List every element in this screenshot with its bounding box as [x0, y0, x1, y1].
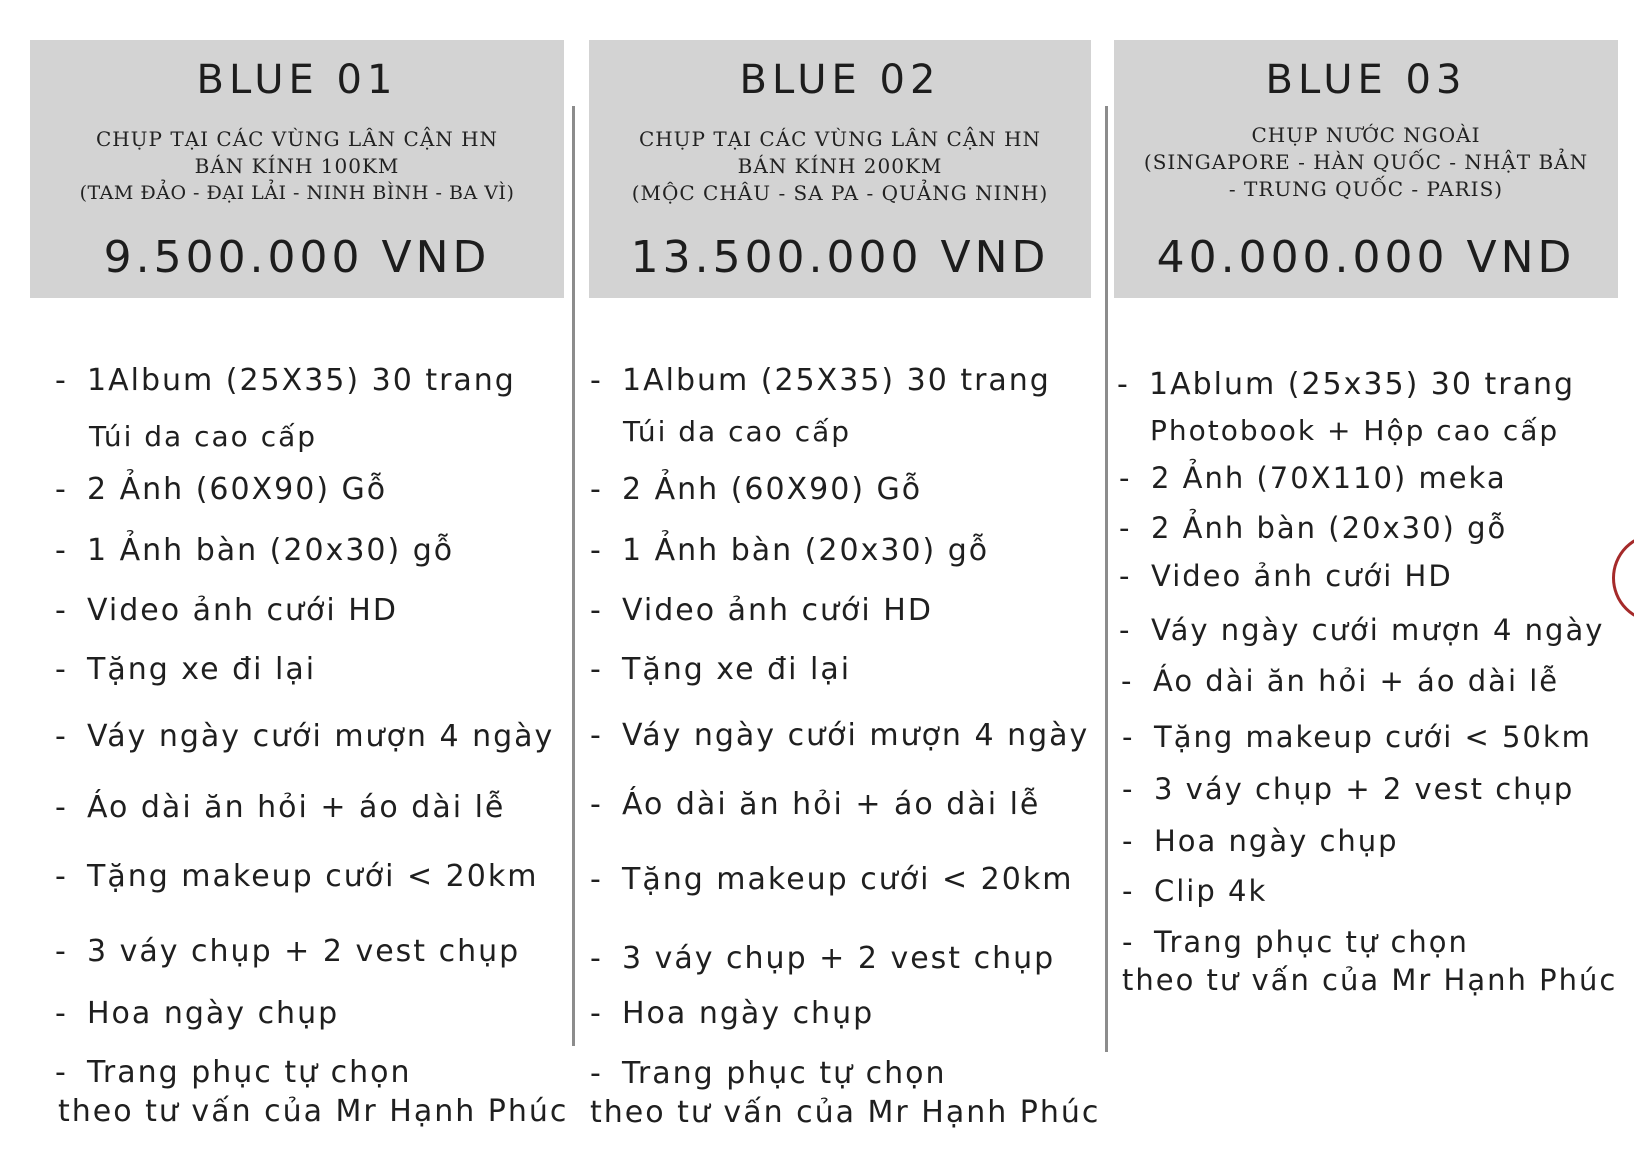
package-header-blue-01	[30, 40, 564, 298]
subtitle-line: CHỤP TẠI CÁC VÙNG LÂN CẬN HN	[95, 127, 499, 151]
subtitle-line: (MỘC CHÂU - SA PA - QUẢNG NINH)	[631, 181, 1049, 205]
feature-item: - Áo dài ăn hỏi + áo dài lễ	[590, 787, 1041, 822]
feature-item: - 3 váy chụp + 2 vest chụp	[55, 934, 521, 969]
feature-item: - Clip 4k	[1122, 874, 1268, 908]
feature-item: - 2 Ảnh bàn (20x30) gỗ	[1119, 511, 1508, 545]
package-title: BLUE 03	[1265, 57, 1467, 103]
feature-item: - Tặng makeup cưới < 50km	[1122, 720, 1592, 754]
subtitle-line: (SINGAPORE - HÀN QUỐC - NHẬT BẢN	[1143, 150, 1589, 174]
feature-item: - Váy ngày cưới mượn 4 ngày	[590, 718, 1090, 753]
feature-item: - Hoa ngày chụp	[55, 996, 340, 1031]
column-divider	[572, 106, 575, 1046]
package-price: 13.500.000 VND	[630, 232, 1050, 283]
feature-item: - Hoa ngày chụp	[1122, 824, 1399, 858]
feature-item: - 1Album (25X35) 30 trang	[590, 363, 1051, 398]
feature-item: - 1Album (25X35) 30 trang	[55, 363, 516, 398]
package-header-blue-03	[1114, 40, 1618, 298]
feature-item: - Video ảnh cưới HD	[1119, 559, 1453, 593]
package-title: BLUE 01	[196, 57, 398, 103]
feature-item: Photobook + Hộp cao cấp	[1150, 414, 1560, 447]
feature-item: - Hoa ngày chụp	[590, 996, 875, 1031]
feature-item: - 2 Ảnh (60X90) Gỗ	[55, 472, 388, 507]
column-divider	[1105, 106, 1108, 1052]
package-price: 9.500.000 VND	[103, 232, 491, 283]
package-title: BLUE 02	[739, 57, 941, 103]
feature-item: - Trang phục tự chọn	[590, 1056, 947, 1091]
feature-item: - Tặng makeup cưới < 20km	[590, 862, 1074, 897]
feature-item: - Áo dài ăn hỏi + áo dài lễ	[1121, 664, 1560, 698]
feature-item: - Trang phục tự chọn	[1122, 925, 1469, 959]
feature-item: Túi da cao cấp	[89, 420, 318, 453]
feature-item: theo tư vấn của Mr Hạnh Phúc	[58, 1094, 569, 1129]
subtitle-line: BÁN KÍNH 200KM	[737, 154, 943, 178]
feature-item: - Trang phục tự chọn	[55, 1055, 412, 1090]
package-price: 40.000.000 VND	[1156, 232, 1576, 283]
feature-item: theo tư vấn của Mr Hạnh Phúc	[590, 1095, 1101, 1130]
package-subtitle	[589, 126, 1091, 207]
subtitle-line: (TAM ĐẢO - ĐẠI LẢI - NINH BÌNH - BA VÌ)	[79, 182, 515, 204]
feature-item: - 3 váy chụp + 2 vest chụp	[590, 941, 1056, 976]
package-header-blue-02	[589, 40, 1091, 298]
feature-item: - 1 Ảnh bàn (20x30) gỗ	[55, 533, 455, 568]
package-subtitle	[30, 126, 564, 207]
feature-item: - Tặng xe đi lại	[55, 652, 317, 687]
circle-decoration-icon	[1612, 533, 1634, 623]
feature-item: - Váy ngày cưới mượn 4 ngày	[1119, 613, 1605, 647]
feature-item: - 1Ablum (25x35) 30 trang	[1117, 367, 1576, 402]
feature-item: - Tặng xe đi lại	[590, 652, 852, 687]
feature-item: theo tư vấn của Mr Hạnh Phúc	[1122, 963, 1618, 997]
feature-item: Túi da cao cấp	[623, 415, 852, 448]
package-subtitle	[1114, 122, 1618, 203]
subtitle-line: CHỤP NƯỚC NGOÀI	[1251, 123, 1481, 147]
feature-item: - Video ảnh cưới HD	[590, 593, 933, 628]
feature-item: - 3 váy chụp + 2 vest chụp	[1122, 772, 1575, 806]
feature-item: - Váy ngày cưới mượn 4 ngày	[55, 719, 555, 754]
subtitle-line: BÁN KÍNH 100KM	[194, 154, 400, 178]
subtitle-line: - TRUNG QUỐC - PARIS)	[1228, 177, 1504, 201]
subtitle-line: CHỤP TẠI CÁC VÙNG LÂN CẬN HN	[638, 127, 1042, 151]
feature-item: - Áo dài ăn hỏi + áo dài lễ	[55, 790, 506, 825]
feature-item: - 1 Ảnh bàn (20x30) gỗ	[590, 533, 990, 568]
feature-item: - 2 Ảnh (70X110) meka	[1119, 461, 1507, 495]
feature-item: - Tặng makeup cưới < 20km	[55, 859, 539, 894]
feature-item: - Video ảnh cưới HD	[55, 593, 398, 628]
feature-item: - 2 Ảnh (60X90) Gỗ	[590, 472, 923, 507]
